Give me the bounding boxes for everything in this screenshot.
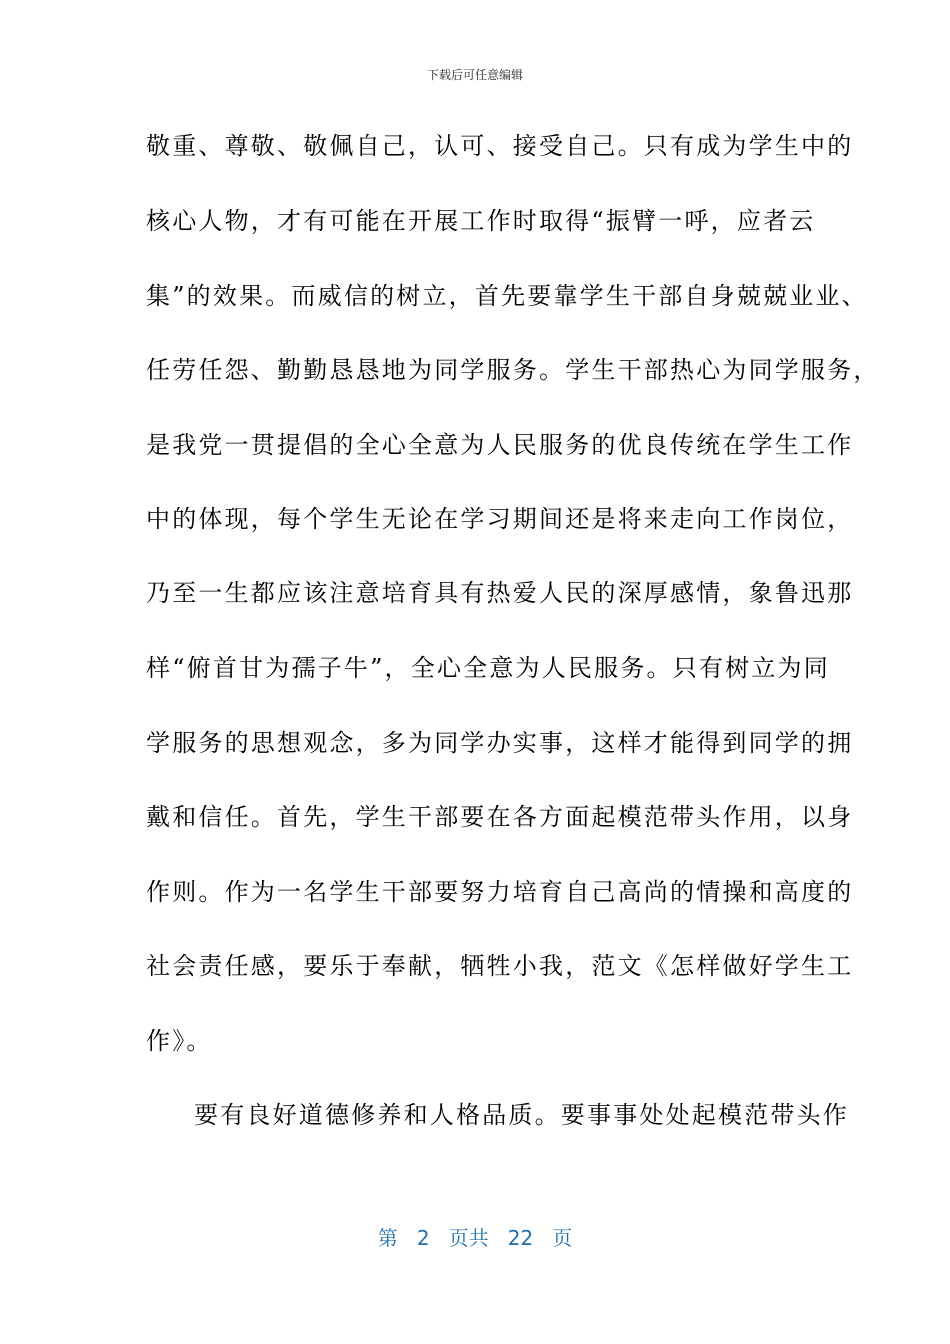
paragraph-start-line: 要有良好道德修养和人格品质。要事事处处起模范带头作: [194, 1101, 849, 1129]
body-line-6: 中的体现，每个学生无论在学习期间还是将来走向工作岗位，: [146, 505, 854, 533]
body-line-5: 是我党一贯提倡的全心全意为人民服务的优良传统在学生工作: [146, 431, 854, 459]
page-middle: 页共: [448, 1226, 489, 1250]
page-number-footer: [0, 1226, 950, 1250]
body-line-4: 任劳任怨、勤勤恳恳地为同学服务。学生干部热心为同学服务，: [146, 356, 880, 384]
page-prefix: 第: [377, 1226, 398, 1250]
page-current: 2: [416, 1226, 430, 1250]
body-line-9: 学服务的思想观念，多为同学办实事，这样才能得到同学的拥: [146, 729, 854, 757]
body-line-12: 社会责任感，要乐于奉献，牺牲小我，范文《怎样做好学生工: [146, 952, 854, 980]
body-line-7: 乃至一生都应该注意培育具有热爱人民的深厚感情，象鲁迅那: [146, 579, 854, 607]
body-line-13: 作》。: [146, 1027, 213, 1055]
page-total: 22: [507, 1226, 534, 1250]
body-line-10: 戴和信任。首先，学生干部要在各方面起模范带头作用，以身: [146, 803, 854, 831]
header-note: 下载后可任意编辑: [426, 68, 523, 82]
body-line-8: 样“俯首甘为孺子牛”，全心全意为人民服务。只有树立为同: [146, 654, 830, 682]
body-line-11: 作则。作为一名学生干部要努力培育自己高尚的情操和高度的: [146, 878, 854, 906]
body-line-1: 敬重、尊敬、敬佩自己，认可、接受自己。只有成为学生中的: [146, 132, 854, 160]
page-suffix: 页: [552, 1226, 573, 1250]
body-line-3: 集”的效果。而威信的树立，首先要靠学生干部自身兢兢业业、: [146, 282, 868, 310]
body-line-2: 核心人物，才有可能在开展工作时取得“振臂一呼，应者云: [146, 207, 816, 235]
